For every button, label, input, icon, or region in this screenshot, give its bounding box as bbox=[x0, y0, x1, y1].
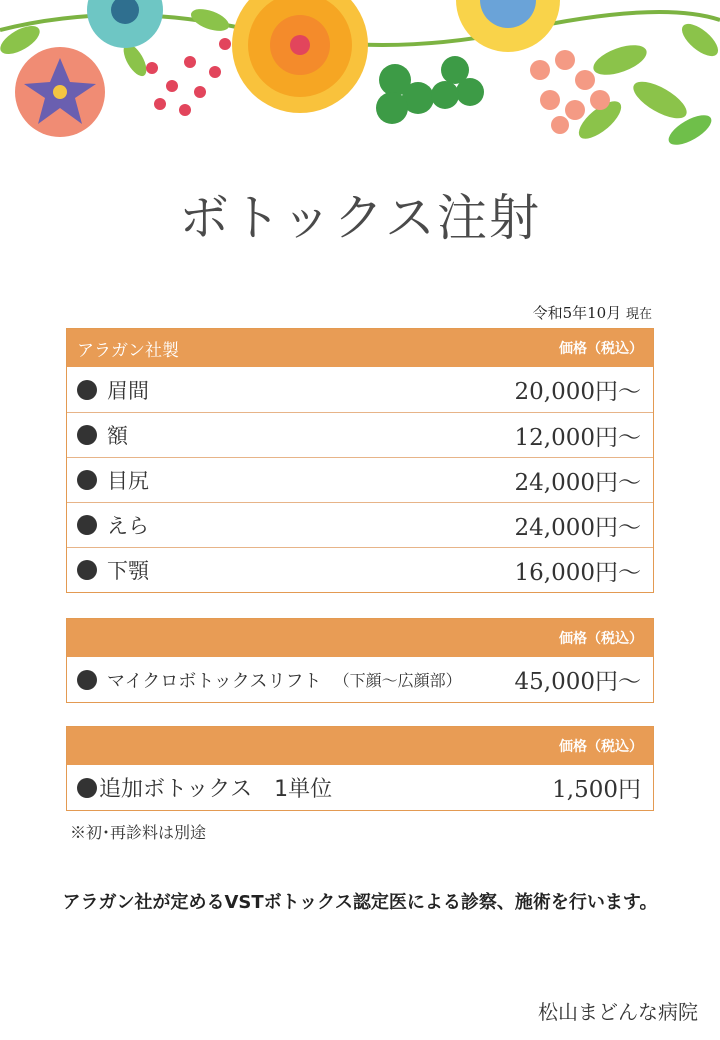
bullet-icon bbox=[77, 380, 97, 400]
treatment-price: 16,000円～ bbox=[514, 559, 641, 586]
treatment-price: 45,000円～ bbox=[514, 669, 641, 695]
treatment-price: 24,000円～ bbox=[514, 514, 641, 541]
price-table-standard bbox=[66, 328, 654, 593]
treatment-name: 眉間 bbox=[107, 378, 149, 403]
footnote: ※初･再診料は別途 bbox=[70, 823, 207, 842]
floral-banner bbox=[0, 0, 720, 160]
treatment-name: えら bbox=[107, 514, 149, 538]
price-table-additional bbox=[66, 726, 654, 811]
treatment-name: 下顎 bbox=[107, 559, 149, 583]
table-header bbox=[67, 329, 653, 367]
bullet-icon bbox=[77, 515, 97, 535]
table-row bbox=[67, 457, 653, 502]
bullet-icon bbox=[77, 425, 97, 445]
table-row bbox=[67, 547, 653, 592]
treatment-price: 24,000円～ bbox=[514, 469, 641, 496]
price-table-micro bbox=[66, 618, 654, 703]
bullet-icon bbox=[77, 560, 97, 580]
bullet-icon bbox=[77, 778, 97, 798]
table-row bbox=[67, 367, 653, 412]
table-header bbox=[67, 619, 653, 657]
page-title: ボトックス注射 bbox=[179, 189, 541, 247]
treatment-price: 12,000円～ bbox=[514, 424, 641, 451]
treatment-note: （下顔～広顔部） bbox=[333, 671, 462, 690]
certification-statement: アラガン社が定めるVSTボトックス認定医による診察、施術を行います。 bbox=[62, 892, 658, 913]
clinic-name: 松山まどんな病院 bbox=[538, 1000, 698, 1024]
bullet-icon bbox=[77, 670, 97, 690]
treatment-name: 目尻 bbox=[107, 469, 149, 493]
price-header: 価格（税込） bbox=[559, 631, 643, 647]
as-of-date-value: 令和5年10月 bbox=[532, 304, 622, 322]
treatment-price: 1,500円 bbox=[552, 777, 641, 803]
table-row bbox=[67, 502, 653, 547]
price-header: 価格（税込） bbox=[559, 739, 643, 755]
bullet-icon bbox=[77, 470, 97, 490]
price-header: 価格（税込） bbox=[559, 341, 643, 357]
as-of-date bbox=[533, 302, 652, 323]
maker-label: アラガン社製 bbox=[77, 340, 179, 361]
table-header bbox=[67, 727, 653, 765]
treatment-name: マイクロボトックスリフト bbox=[107, 670, 322, 692]
table-row bbox=[67, 657, 653, 702]
treatment-name: 額 bbox=[107, 424, 128, 448]
table-row bbox=[67, 412, 653, 457]
table-row bbox=[67, 765, 653, 810]
treatment-price: 20,000円～ bbox=[514, 379, 641, 405]
treatment-name: 追加ボトックス 1単位 bbox=[99, 777, 333, 802]
as-of-suffix: 現在 bbox=[625, 307, 652, 322]
